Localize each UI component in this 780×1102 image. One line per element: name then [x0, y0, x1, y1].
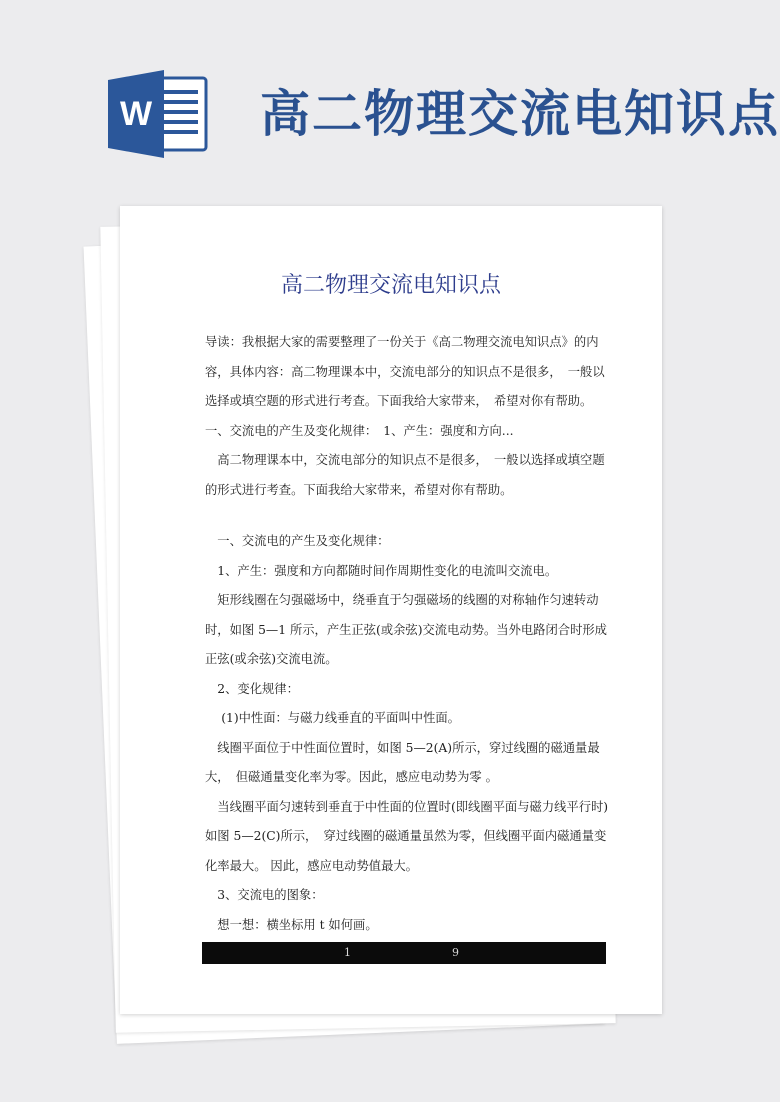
section-heading: 一、交流电的产生及变化规律： [205, 534, 390, 548]
page-number-current: 1 [344, 946, 351, 959]
paragraph: 3、交流电的图象： [205, 888, 324, 902]
paragraph: (1)中性面：与磁力线垂直的平面叫中性面。 [205, 711, 460, 725]
document-title: 高二物理交流电知识点 [280, 273, 501, 298]
paragraph: 矩形线圈在匀强磁场中，绕垂直于匀强磁场的线圈的对称轴作匀速转动时，如图 5—1 所示，产生正弦(或余弦)交流电动势。当外电路闭合时形成正弦(或余弦)交流电流。 [205, 593, 607, 666]
paragraph: 1、产生：强度和方向都随时间作周期性变化的电流叫交流电。 [205, 563, 558, 578]
paragraph: 2、变化规律： [205, 681, 299, 696]
page-footer-bar [202, 942, 606, 964]
page-number-total: 9 [452, 946, 459, 959]
paragraph: 线圈平面位于中性面位置时，如图 5—2(A)所示，穿过线圈的磁通量最大， 但磁通量变化率为零。因此，感应电动势为零 。 [205, 740, 600, 784]
word-app-icon [108, 70, 210, 158]
paragraph: 高二物理课本中，交流电部分的知识点不是很多， 一般以选择或填空题的形式进行考查。下面我给大家带来，希望对你有帮助。 [205, 453, 605, 497]
header-title: 高二物理交流电知识点 [260, 85, 780, 143]
document-page [120, 206, 662, 1014]
paragraph: 当线圈平面匀速转到垂直于中性面的位置时(即线圈平面与磁力线平行时)如图 5—2(C)所示， 穿过线圈的磁通量虽然为零，但线圈平面内磁通量变化率最大。 因此，感应电动势值最大。 [205, 799, 609, 873]
paragraph: 想一想：横坐标用 t 如何画。 [205, 917, 378, 932]
word-logo-letter: W [119, 95, 153, 133]
paragraph-intro: 导读：我根据大家的需要整理了一份关于《高二物理交流电知识点》的内容，具体内容：高二物理课本中，交流电部分的知识点不是很多， 一般以选择或填空题的形式进行考查。下面我给大家带来， 希望对你有帮助。 一、交流电的产生及变化规律： 1、产生：强度和方向... [205, 335, 605, 438]
document-body [205, 328, 610, 940]
banner-header [0, 0, 780, 200]
